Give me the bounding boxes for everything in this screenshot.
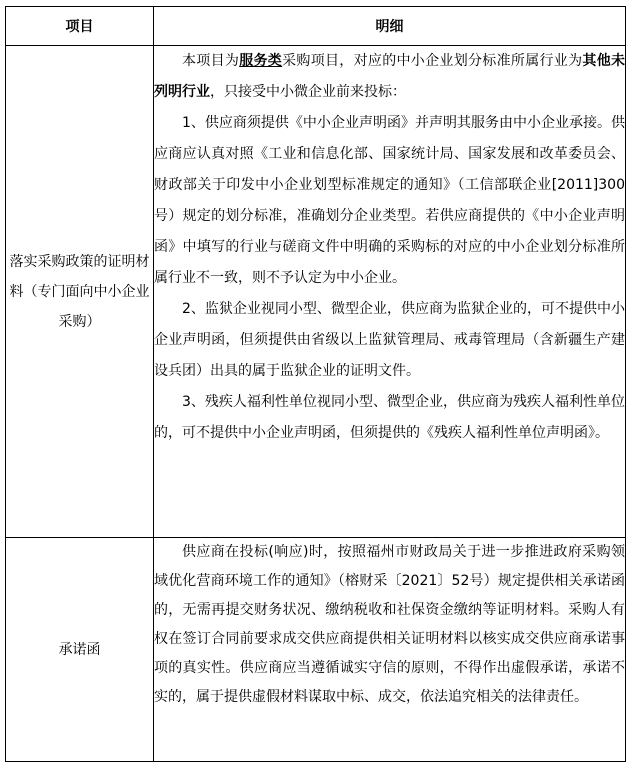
header-detail: 明细	[154, 7, 626, 46]
table-row	[6, 46, 626, 538]
service-type-bold: 服务类	[239, 53, 283, 69]
industry-bold: 其他未列明行业	[154, 53, 626, 100]
policy-table	[5, 6, 626, 762]
row-content-policy-materials	[154, 46, 626, 538]
intro-text: 本项目为	[182, 53, 240, 69]
row-content-commitment	[154, 538, 626, 762]
header-item: 项目	[6, 7, 154, 46]
commitment-paragraph: 供应商在投标(响应)时，按照福州市财政局关于进一步推进政府采购领域优化营商环境工作的通知》（榕财采〔2021〕52号）规定提供相关承诺函的，无需再提交财务状况、缴纳税收和社保资金缴纳等证明材料。采购人有权在签订合同前要求成交供应商提供相关证明材料以核实成交供应商承诺事项的真实性。供应商应当遵循诚实守信的原则，不得作出虚假承诺，承诺不实的，属于提供虚假材料谋取中标、成交，依法追究相关的法律责任。	[154, 544, 625, 705]
intro-text: 采购项目，对应的中小企业划分标准所属行业为	[282, 53, 583, 69]
table-row	[6, 538, 626, 762]
item-1-paragraph: 1、供应商须提供《中小企业声明函》并声明其服务由中小企业承接。供应商应认真对照《工业和信息化部、国家统计局、国家发展和改革委员会、财政部关于印发中小企业划型标准规定的通知》（工信部联企业[2011]300号）规定的划分标准，准确划分企业类型。若供应商提供的《中小企业声明函》中填写的行业与磋商文件中明确的采购标的对应的中小企业划分标准所属行业不一致，则不予认定为中小企业。	[154, 115, 625, 286]
item-2-paragraph: 2、监狱企业视同小型、微型企业，供应商为监狱企业的，可不提供中小企业声明函，但须提供由省级以上监狱管理局、戒毒管理局（含新疆生产建设兵团）出具的属于监狱企业的证明文件。	[154, 301, 625, 379]
item-3-paragraph: 3、残疾人福利性单位视同小型、微型企业，供应商为残疾人福利性单位的，可不提供中小企业声明函，但须提供的《残疾人福利性单位声明函》。	[154, 394, 625, 441]
row-label-commitment: 承诺函	[6, 538, 154, 762]
intro-text: ，只接受中小微企业前来投标：	[210, 84, 406, 100]
row-label-policy-materials: 落实采购政策的证明材料（专门面向中小企业采购）	[6, 46, 154, 538]
intro-paragraph	[154, 46, 625, 108]
table-header-row	[6, 7, 626, 46]
